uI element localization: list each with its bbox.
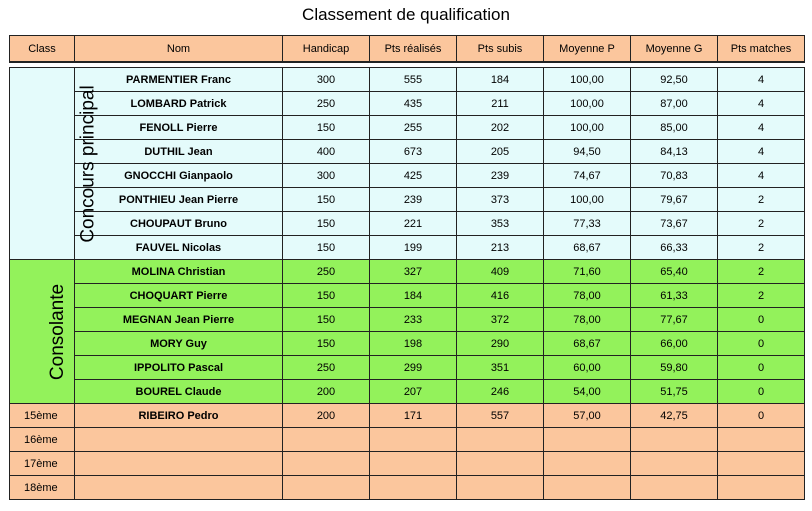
moyenne-p-cell: 77,33 [544, 212, 631, 236]
pts-subis-cell: 372 [457, 308, 544, 332]
pts-subis-cell: 290 [457, 332, 544, 356]
pts-matches-cell: 0 [718, 380, 805, 404]
moyenne-g-cell: 51,75 [631, 380, 718, 404]
handicap-cell: 150 [283, 212, 370, 236]
player-name-cell: FAUVEL Nicolas [75, 236, 283, 260]
player-name-cell [75, 452, 283, 476]
handicap-cell [283, 476, 370, 500]
moyenne-p-cell: 100,00 [544, 188, 631, 212]
pts-matches-cell [718, 452, 805, 476]
pts-subis-cell [457, 452, 544, 476]
pts-realises-cell: 207 [370, 380, 457, 404]
player-name-cell: PARMENTIER Franc [75, 68, 283, 92]
table-row [10, 188, 805, 212]
pts-realises-cell: 233 [370, 308, 457, 332]
moyenne-g-cell [631, 476, 718, 500]
pts-subis-cell: 246 [457, 380, 544, 404]
player-name-cell: LOMBARD Patrick [75, 92, 283, 116]
table-row [10, 140, 805, 164]
player-name-cell: MORY Guy [75, 332, 283, 356]
pts-realises-cell: 184 [370, 284, 457, 308]
group-label-text: Concours principal [77, 84, 99, 243]
table-row [10, 212, 805, 236]
class-rank-cell: 17ème [10, 452, 75, 476]
player-name-cell: GNOCCHI Gianpaolo [75, 164, 283, 188]
moyenne-g-cell [631, 428, 718, 452]
pts-subis-cell: 213 [457, 236, 544, 260]
pts-matches-cell: 4 [718, 140, 805, 164]
qualification-table [9, 35, 805, 500]
pts-subis-cell [457, 428, 544, 452]
header-moyenne-p: Moyenne P [544, 36, 631, 63]
moyenne-g-cell: 79,67 [631, 188, 718, 212]
moyenne-p-cell: 78,00 [544, 308, 631, 332]
moyenne-p-cell: 68,67 [544, 332, 631, 356]
pts-realises-cell [370, 452, 457, 476]
handicap-cell: 250 [283, 92, 370, 116]
pts-subis-cell: 239 [457, 164, 544, 188]
table-row [10, 68, 805, 92]
pts-realises-cell: 435 [370, 92, 457, 116]
pts-realises-cell: 425 [370, 164, 457, 188]
pts-realises-cell: 327 [370, 260, 457, 284]
moyenne-g-cell: 61,33 [631, 284, 718, 308]
moyenne-g-cell: 59,80 [631, 356, 718, 380]
pts-matches-cell: 0 [718, 356, 805, 380]
handicap-cell: 150 [283, 332, 370, 356]
pts-realises-cell: 199 [370, 236, 457, 260]
player-name-cell: CHOUPAUT Bruno [75, 212, 283, 236]
moyenne-g-cell: 77,67 [631, 308, 718, 332]
table-row [10, 284, 805, 308]
table-row [10, 332, 805, 356]
group-label-consolante [10, 260, 75, 404]
handicap-cell: 250 [283, 260, 370, 284]
moyenne-g-cell: 65,40 [631, 260, 718, 284]
pts-matches-cell: 2 [718, 188, 805, 212]
handicap-cell: 250 [283, 356, 370, 380]
pts-matches-cell: 2 [718, 236, 805, 260]
moyenne-p-cell: 78,00 [544, 284, 631, 308]
handicap-cell: 150 [283, 236, 370, 260]
moyenne-g-cell: 84,13 [631, 140, 718, 164]
handicap-cell: 300 [283, 164, 370, 188]
moyenne-g-cell: 42,75 [631, 404, 718, 428]
moyenne-g-cell [631, 452, 718, 476]
pts-subis-cell: 557 [457, 404, 544, 428]
pts-realises-cell: 171 [370, 404, 457, 428]
header-pts-matches: Pts matches [718, 36, 805, 63]
header-row [10, 36, 805, 63]
pts-subis-cell: 373 [457, 188, 544, 212]
pts-matches-cell: 0 [718, 332, 805, 356]
player-name-cell: FENOLL Pierre [75, 116, 283, 140]
table-row [10, 356, 805, 380]
table-row [10, 116, 805, 140]
pts-subis-cell: 409 [457, 260, 544, 284]
player-name-cell [75, 428, 283, 452]
pts-realises-cell [370, 428, 457, 452]
pts-realises-cell: 198 [370, 332, 457, 356]
pts-matches-cell: 4 [718, 164, 805, 188]
moyenne-p-cell: 68,67 [544, 236, 631, 260]
moyenne-p-cell: 54,00 [544, 380, 631, 404]
group-label-text: Consolante [47, 283, 69, 380]
handicap-cell: 300 [283, 68, 370, 92]
pts-subis-cell: 184 [457, 68, 544, 92]
pts-subis-cell [457, 476, 544, 500]
player-name-cell: PONTHIEU Jean Pierre [75, 188, 283, 212]
player-name-cell: DUTHIL Jean [75, 140, 283, 164]
table-row [10, 428, 805, 452]
handicap-cell: 400 [283, 140, 370, 164]
pts-matches-cell: 0 [718, 308, 805, 332]
moyenne-g-cell: 70,83 [631, 164, 718, 188]
pts-matches-cell: 2 [718, 284, 805, 308]
moyenne-p-cell [544, 476, 631, 500]
player-name-cell [75, 476, 283, 500]
pts-realises-cell: 255 [370, 116, 457, 140]
header-moyenne-g: Moyenne G [631, 36, 718, 63]
moyenne-p-cell: 60,00 [544, 356, 631, 380]
pts-matches-cell: 2 [718, 212, 805, 236]
pts-realises-cell: 239 [370, 188, 457, 212]
pts-realises-cell: 673 [370, 140, 457, 164]
moyenne-p-cell: 74,67 [544, 164, 631, 188]
moyenne-p-cell [544, 428, 631, 452]
moyenne-p-cell: 100,00 [544, 68, 631, 92]
moyenne-g-cell: 66,33 [631, 236, 718, 260]
handicap-cell: 200 [283, 380, 370, 404]
table-row [10, 452, 805, 476]
moyenne-g-cell: 87,00 [631, 92, 718, 116]
table-row [10, 164, 805, 188]
pts-realises-cell: 555 [370, 68, 457, 92]
handicap-cell: 150 [283, 284, 370, 308]
moyenne-p-cell: 94,50 [544, 140, 631, 164]
class-rank-cell: 16ème [10, 428, 75, 452]
table-row [10, 92, 805, 116]
pts-realises-cell: 221 [370, 212, 457, 236]
table-row [10, 404, 805, 428]
pts-subis-cell: 353 [457, 212, 544, 236]
handicap-cell: 200 [283, 404, 370, 428]
header-class: Class [10, 36, 75, 63]
table-row [10, 476, 805, 500]
player-name-cell: MEGNAN Jean Pierre [75, 308, 283, 332]
handicap-cell: 150 [283, 188, 370, 212]
table-row [10, 236, 805, 260]
pts-matches-cell: 0 [718, 404, 805, 428]
class-rank-cell: 18ème [10, 476, 75, 500]
pts-matches-cell [718, 476, 805, 500]
header-nom: Nom [75, 36, 283, 63]
moyenne-g-cell: 85,00 [631, 116, 718, 140]
pts-matches-cell: 2 [718, 260, 805, 284]
moyenne-p-cell: 100,00 [544, 116, 631, 140]
moyenne-p-cell: 100,00 [544, 92, 631, 116]
moyenne-p-cell: 57,00 [544, 404, 631, 428]
moyenne-p-cell [544, 452, 631, 476]
moyenne-g-cell: 92,50 [631, 68, 718, 92]
pts-matches-cell: 4 [718, 116, 805, 140]
table-row [10, 308, 805, 332]
moyenne-g-cell: 73,67 [631, 212, 718, 236]
pts-subis-cell: 211 [457, 92, 544, 116]
pts-realises-cell [370, 476, 457, 500]
pts-matches-cell [718, 428, 805, 452]
pts-subis-cell: 351 [457, 356, 544, 380]
player-name-cell: CHOQUART Pierre [75, 284, 283, 308]
header-pts-subis: Pts subis [457, 36, 544, 63]
class-rank-cell: 15ème [10, 404, 75, 428]
handicap-cell [283, 428, 370, 452]
pts-subis-cell: 202 [457, 116, 544, 140]
handicap-cell: 150 [283, 308, 370, 332]
header-handicap: Handicap [283, 36, 370, 63]
page-title: Classement de qualification [302, 5, 510, 24]
pts-subis-cell: 205 [457, 140, 544, 164]
pts-matches-cell: 4 [718, 92, 805, 116]
group-label-principal [10, 68, 99, 260]
handicap-cell [283, 452, 370, 476]
player-name-cell: MOLINA Christian [75, 260, 283, 284]
header-pts-realises: Pts réalisés [370, 36, 457, 63]
moyenne-g-cell: 66,00 [631, 332, 718, 356]
moyenne-p-cell: 71,60 [544, 260, 631, 284]
pts-matches-cell: 4 [718, 68, 805, 92]
pts-subis-cell: 416 [457, 284, 544, 308]
pts-realises-cell: 299 [370, 356, 457, 380]
player-name-cell: IPPOLITO Pascal [75, 356, 283, 380]
handicap-cell: 150 [283, 116, 370, 140]
player-name-cell: BOUREL Claude [75, 380, 283, 404]
table-row [10, 260, 805, 284]
table-row [10, 380, 805, 404]
player-name-cell: RIBEIRO Pedro [75, 404, 283, 428]
